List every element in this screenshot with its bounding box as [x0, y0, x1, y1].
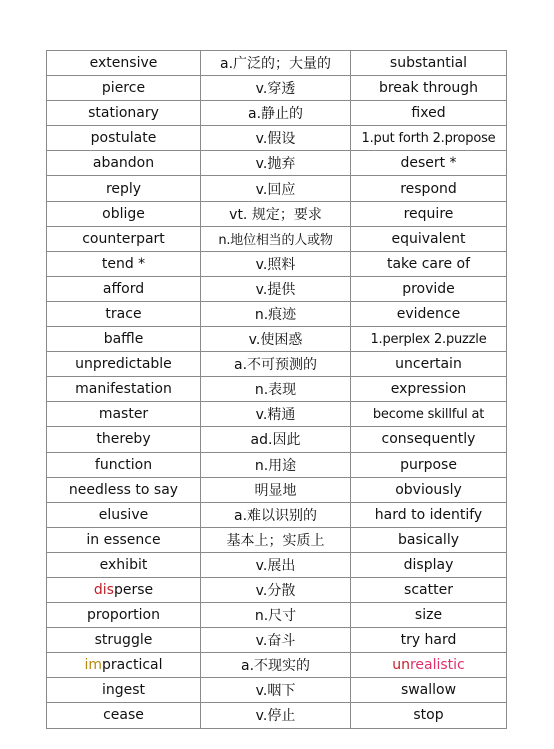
meaning-cell: v.分散 [201, 577, 351, 602]
meaning-cell: v.展出 [201, 552, 351, 577]
table-row [47, 427, 507, 452]
meaning-cell: n.痕迹 [201, 301, 351, 326]
meaning-cell: v.穿透 [201, 76, 351, 101]
meaning-cell: a.难以识别的 [201, 502, 351, 527]
word-cell: master [47, 402, 201, 427]
table-row [47, 327, 507, 352]
synonym-cell: break through [351, 76, 507, 101]
synonym-cell [351, 653, 507, 678]
synonym-cell: size [351, 603, 507, 628]
meaning-cell: v.咽下 [201, 678, 351, 703]
table-row [47, 402, 507, 427]
word-cell: postulate [47, 126, 201, 151]
word-cell: proportion [47, 603, 201, 628]
table-row [47, 678, 507, 703]
word-cell: pierce [47, 76, 201, 101]
synonym-cell: expression [351, 377, 507, 402]
table-row [47, 603, 507, 628]
word-cell: in essence [47, 527, 201, 552]
synonym-cell: display [351, 552, 507, 577]
synonym-cell: fixed [351, 101, 507, 126]
synonym-cell: equivalent [351, 226, 507, 251]
meaning-cell: n.地位相当的人或物 [201, 226, 351, 251]
meaning-cell: n.用途 [201, 452, 351, 477]
table-row [47, 653, 507, 678]
synonym-cell: desert * [351, 151, 507, 176]
synonym-cell: respond [351, 176, 507, 201]
table-row [47, 151, 507, 176]
table-row [47, 76, 507, 101]
meaning-cell: 基本上；实质上 [201, 527, 351, 552]
synonym-cell: consequently [351, 427, 507, 452]
table-row [47, 301, 507, 326]
word-cell: needless to say [47, 477, 201, 502]
meaning-cell: v.奋斗 [201, 628, 351, 653]
meaning-cell: n.尺寸 [201, 603, 351, 628]
table-row [47, 352, 507, 377]
table-row [47, 628, 507, 653]
meaning-cell: v.使困惑 [201, 327, 351, 352]
word-cell [47, 577, 201, 602]
table-row [47, 703, 507, 728]
table-row [47, 276, 507, 301]
table-row [47, 552, 507, 577]
word-cell: struggle [47, 628, 201, 653]
meaning-cell: v.回应 [201, 176, 351, 201]
synonym-cell: stop [351, 703, 507, 728]
synonym-cell: try hard [351, 628, 507, 653]
word-rest: perse [113, 582, 154, 599]
synonym-cell: 1.perplex 2.puzzle [351, 327, 507, 352]
synonym-cell: scatter [351, 577, 507, 602]
word-cell: reply [47, 176, 201, 201]
meaning-cell: v.停止 [201, 703, 351, 728]
word-cell: tend * [47, 251, 201, 276]
synonym-cell: uncertain [351, 352, 507, 377]
synonym-cell: 1.put forth 2.propose [351, 126, 507, 151]
synonym-cell: provide [351, 276, 507, 301]
word-cell: exhibit [47, 552, 201, 577]
table-row [47, 51, 507, 76]
table-row [47, 377, 507, 402]
table-row [47, 527, 507, 552]
meaning-cell: v.提供 [201, 276, 351, 301]
meaning-cell: a.不现实的 [201, 653, 351, 678]
word-cell: cease [47, 703, 201, 728]
meaning-cell: v.假设 [201, 126, 351, 151]
meaning-cell: n.表现 [201, 377, 351, 402]
word-rest: practical [102, 657, 163, 674]
word-cell: oblige [47, 201, 201, 226]
synonym-cell: become skillful at [351, 402, 507, 427]
word-cell: counterpart [47, 226, 201, 251]
synonym-cell: purpose [351, 452, 507, 477]
table-row [47, 477, 507, 502]
table-row [47, 452, 507, 477]
synonym-rest-highlight: realistic [409, 657, 465, 674]
meaning-cell: a.静止的 [201, 101, 351, 126]
meaning-cell: v.精通 [201, 402, 351, 427]
table-row [47, 577, 507, 602]
meaning-cell: ad.因此 [201, 427, 351, 452]
meaning-cell: vt. 规定；要求 [201, 201, 351, 226]
meaning-cell: v.抛弃 [201, 151, 351, 176]
meaning-cell: a.广泛的；大量的 [201, 51, 351, 76]
word-prefix-highlight: dis [93, 582, 114, 599]
word-cell: afford [47, 276, 201, 301]
synonym-prefix-highlight: un [392, 657, 410, 674]
word-prefix-highlight: im [84, 657, 103, 674]
word-cell: trace [47, 301, 201, 326]
meaning-cell: v.照料 [201, 251, 351, 276]
synonym-cell: basically [351, 527, 507, 552]
word-cell: abandon [47, 151, 201, 176]
vocabulary-table [46, 50, 507, 729]
word-cell: stationary [47, 101, 201, 126]
meaning-cell: 明显地 [201, 477, 351, 502]
word-cell: baffle [47, 327, 201, 352]
synonym-cell: obviously [351, 477, 507, 502]
word-cell: function [47, 452, 201, 477]
table-row [47, 226, 507, 251]
table-row [47, 502, 507, 527]
word-cell: manifestation [47, 377, 201, 402]
table-row [47, 126, 507, 151]
table-row [47, 251, 507, 276]
table-row [47, 176, 507, 201]
word-cell [47, 653, 201, 678]
word-cell: elusive [47, 502, 201, 527]
word-cell: ingest [47, 678, 201, 703]
word-cell: unpredictable [47, 352, 201, 377]
meaning-cell: a.不可预测的 [201, 352, 351, 377]
synonym-cell: hard to identify [351, 502, 507, 527]
table-row [47, 201, 507, 226]
word-cell: thereby [47, 427, 201, 452]
synonym-cell: evidence [351, 301, 507, 326]
synonym-cell: require [351, 201, 507, 226]
word-cell: extensive [47, 51, 201, 76]
synonym-cell: substantial [351, 51, 507, 76]
synonym-cell: swallow [351, 678, 507, 703]
synonym-cell: take care of [351, 251, 507, 276]
table-row [47, 101, 507, 126]
